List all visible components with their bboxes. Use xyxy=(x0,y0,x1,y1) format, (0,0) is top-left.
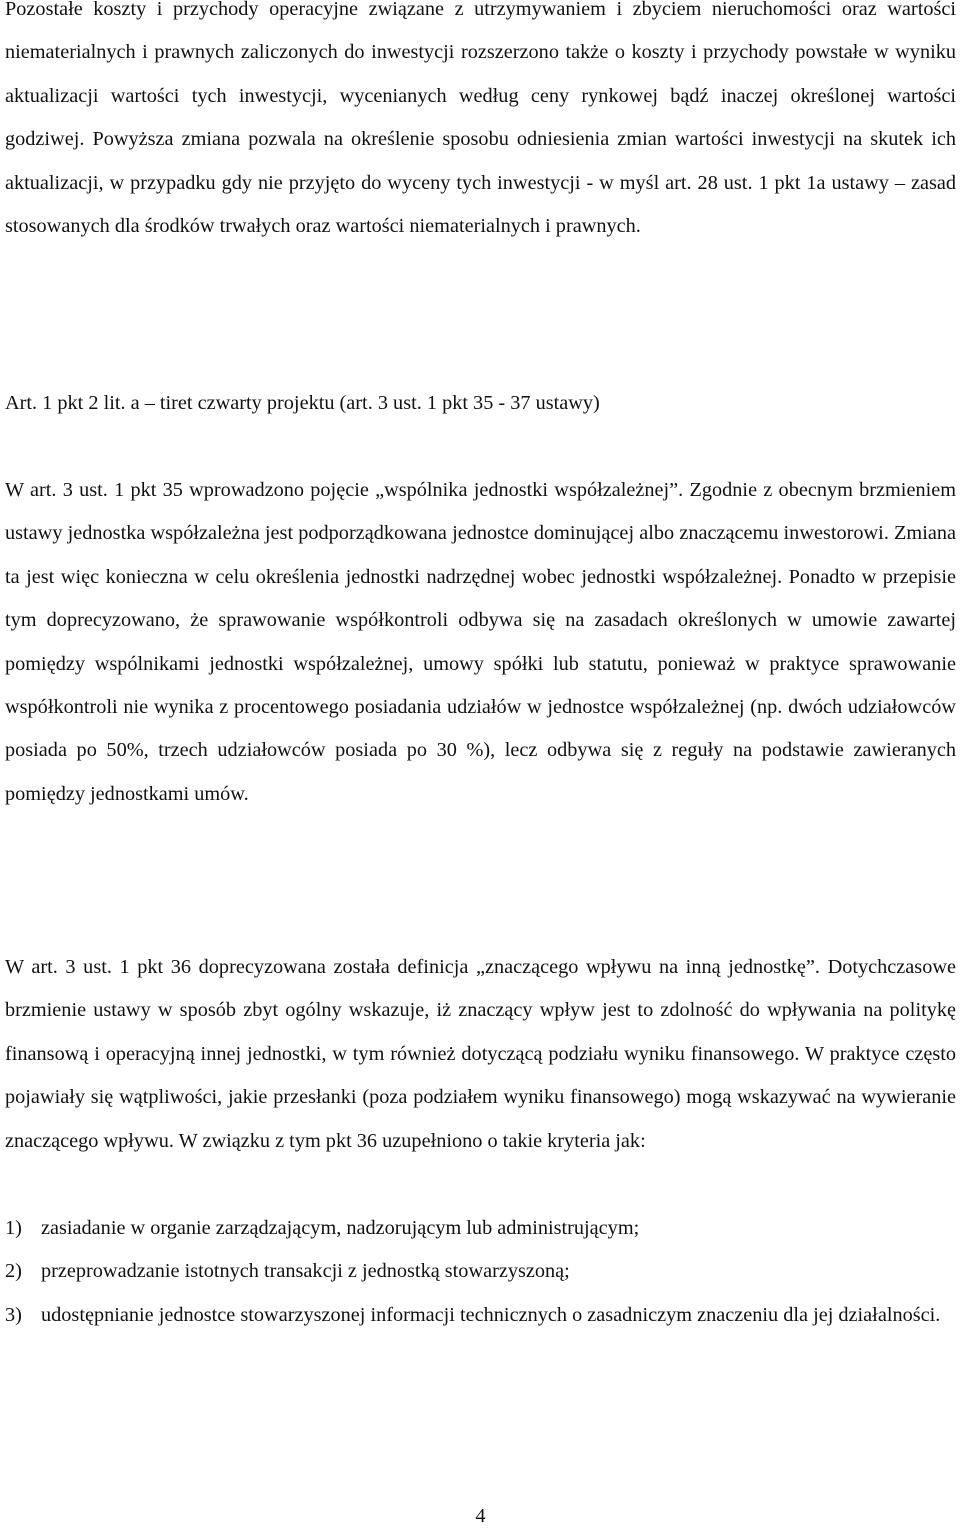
section-reference-heading: Art. 1 pkt 2 lit. a – tiret czwarty projektu (art. 3 ust. 1 pkt 35 - 37 ustawy) xyxy=(5,392,600,414)
criteria-list-item xyxy=(5,1294,956,1337)
list-item-text: zasiadanie w organie zarządzającym, nadzorującym lub administrującym; xyxy=(41,1217,640,1239)
page-number: 4 xyxy=(475,1505,486,1527)
list-item-number: 3) xyxy=(5,1303,22,1326)
list-item-text: przeprowadzanie istotnych transakcji z jednostką stowarzyszoną; xyxy=(41,1260,570,1283)
paragraph-art-3-pkt-35: W art. 3 ust. 1 pkt 35 wprowadzono pojęcie „wspólnika jednostki współzależnej”. Zgodnie z obecnym brzmieniem ustawy jednostka współzależna jest podporządkowana jednostce dominującej albo znaczącemu inwestorowi. Zmiana ta jest więc konieczna w celu określenia jednostki nadrzędnej wobec jednostki współzależnej. Ponadto w przepisie tym doprecyzowano, że sprawowanie współkontroli odbywa się na zasadach określonych w umowie zawartej pomiędzy wspólnikami jednostki współzależnej, umowy spółki lub statutu, ponieważ w praktyce sprawowanie współkontroli nie wynika z procentowego posiadania udziałów w jednostce współzależnej (np. dwóch udziałowców posiada po 50%, trzech udziałowców posiada po 30 %), lecz odbywa się z reguły na podstawie zawieranych pomiędzy jednostkami umów. xyxy=(5,479,956,805)
list-item-number: 2) xyxy=(5,1260,22,1283)
list-item-text: udostępnianie jednostce stowarzyszonej informacji technicznych o zasadniczym znaczeniu dla jej działalności. xyxy=(41,1303,941,1326)
paragraph-investment-costs: Pozostałe koszty i przychody operacyjne związane z utrzymywaniem i zbyciem nieruchomości oraz wartości niematerialnych i prawnych zaliczonych do inwestycji rozszerzono także o koszty i przychody powstałe w wyniku aktualizacji wartości tych inwestycji, wycenianych według ceny rynkowej bądź inaczej określonej wartości godziwej. Powyższa zmiana pozwala na określenie sposobu odniesienia zmian wartości inwestycji na skutek ich aktualizacji, w przypadku gdy nie przyjęto do wyceny tych inwestycji - w myśl art. 28 ust. 1 pkt 1a ustawy – zasad stosowanych dla środków trwałych oraz wartości niematerialnych i prawnych. xyxy=(5,0,956,238)
criteria-list-item xyxy=(5,1250,956,1293)
criteria-list-item xyxy=(5,1207,956,1250)
criteria-list xyxy=(5,1207,956,1337)
list-item-number: 1) xyxy=(5,1217,22,1239)
document-page xyxy=(5,0,956,1529)
paragraph-art-3-pkt-36: W art. 3 ust. 1 pkt 36 doprecyzowana została definicja „znaczącego wpływu na inną jednostkę”. Dotychczasowe brzmienie ustawy w sposób zbyt ogólny wskazuje, iż znaczący wpływ jest to zdolność do wpływania na politykę finansową i operacyjną innej jednostki, w tym również dotyczącą podziału wyniku finansowego. W praktyce często pojawiały się wątpliwości, jakie przesłanki (poza podziałem wyniku finansowego) mogą wskazywać na wywieranie znaczącego wpływu. W związku z tym pkt 36 uzupełniono o takie kryteria jak: xyxy=(5,956,956,1152)
